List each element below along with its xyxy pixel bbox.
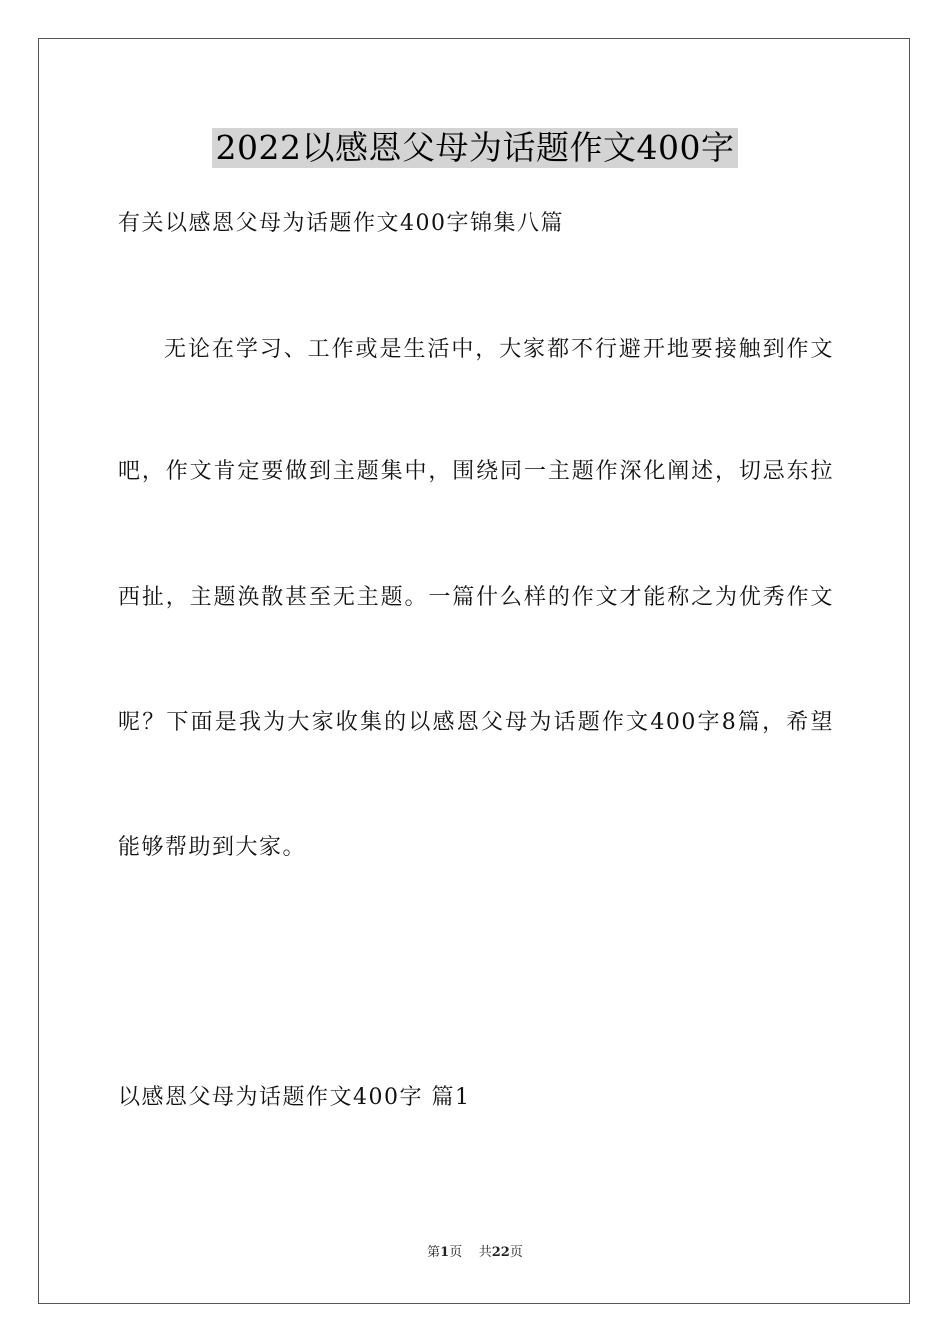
intro-line-3: 西扯，主题涣散甚至无主题。一篇什么样的作文才能称之为优秀作文 <box>118 585 834 610</box>
page-suffix: 页 <box>449 1245 463 1260</box>
total-pages: 22 <box>491 1245 510 1260</box>
section-heading: 以感恩父母为话题作文400字 篇1 <box>118 1085 471 1110</box>
page-number: 1 <box>440 1245 450 1260</box>
intro-line-5: 能够帮助到大家。 <box>118 835 307 860</box>
total-prefix: 共 <box>478 1245 492 1260</box>
total-suffix: 页 <box>509 1245 523 1260</box>
document-subtitle: 有关以感恩父母为话题作文400字锦集八篇 <box>118 211 564 236</box>
page-prefix: 第 <box>427 1245 441 1260</box>
intro-line-1: 无论在学习、工作或是生活中，大家都不行避开地要接触到作文 <box>164 337 834 362</box>
document-title: 2022以感恩父母为话题作文400字 <box>212 128 739 168</box>
title-container <box>0 128 950 168</box>
page-footer <box>0 1244 950 1262</box>
intro-line-2: 吧，作文肯定要做到主题集中，围绕同一主题作深化阐述，切忌东拉 <box>118 459 834 484</box>
intro-line-4: 呢？下面是我为大家收集的以感恩父母为话题作文400字8篇，希望 <box>118 710 834 735</box>
